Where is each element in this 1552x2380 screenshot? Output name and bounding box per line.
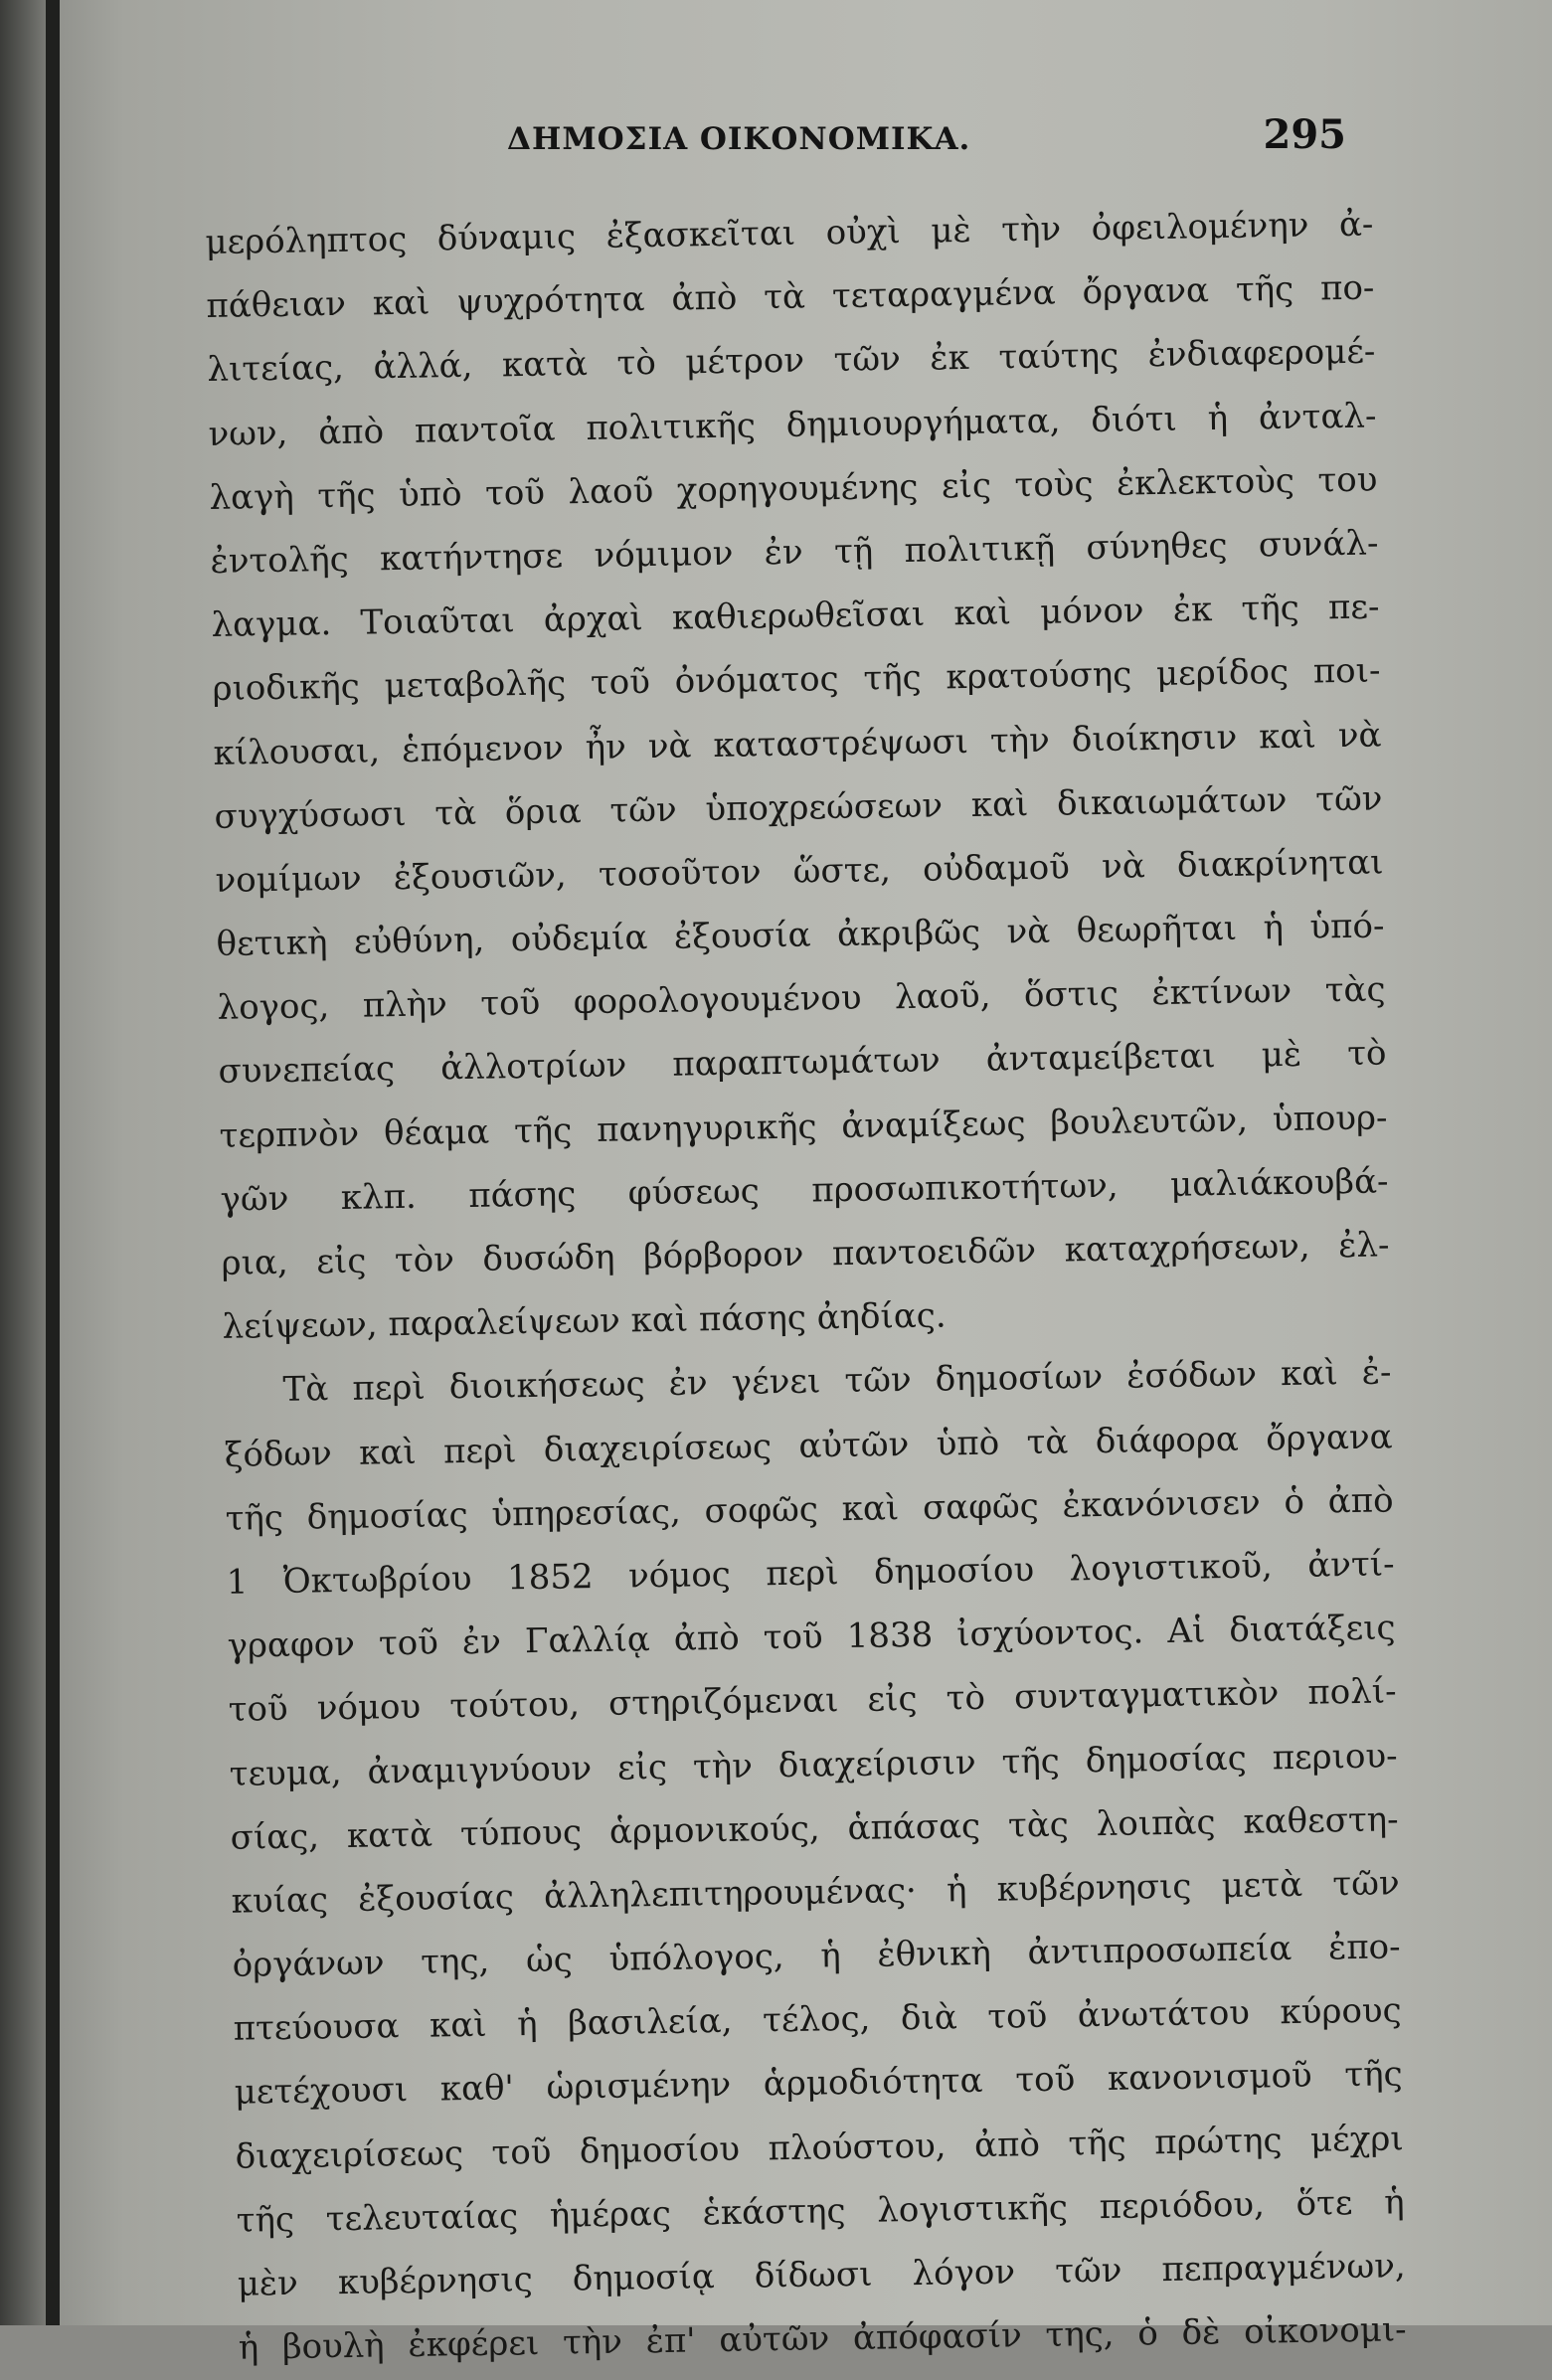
text-line: τευμα, ἀναμιγνύουν εἰς τὴν διαχείρισιν τῆς δημοσίας περιου- (229, 1735, 1398, 1794)
text-line: πτεύουσα καὶ ἡ βασιλεία, τέλος, διὰ τοῦ ἀνωτάτου κύρους (233, 1990, 1402, 2050)
text-line: τῆς τελευταίας ἡμέρας ἑκάστης λογιστικῆς περιόδου, ὅτε ἡ (236, 2182, 1405, 2241)
text-line: μερόληπτος δύναμις ἐξασκεῖται οὐχὶ μὲ τὴν ὀφειλομένην ἀ- (205, 204, 1374, 262)
text-line: γραφον τοῦ ἐν Γαλλίᾳ ἀπὸ τοῦ 1838 ἰσχύοντος. Αἱ διατάξεις (227, 1608, 1396, 1666)
text-line: διαχειρίσεως τοῦ δημοσίου πλούστου, ἀπὸ τῆς πρώτης μέχρι (235, 2118, 1404, 2177)
text-line: λαγὴ τῆς ὑπὸ τοῦ λαοῦ χορηγουμένης εἰς τοὺς ἐκλεκτοὺς του (209, 459, 1378, 518)
text-line: συγχύσωσι τὰ ὅρια τῶν ὑποχρεώσεων καὶ δικαιωμάτων τῶν (214, 778, 1383, 837)
text-line: μετέχουσι καθ' ὡρισμένην ἁρμοδιότητα τοῦ κανονισμοῦ τῆς (234, 2054, 1403, 2114)
text-line: 1 Ὀκτωβρίου 1852 νόμος περὶ δημοσίου λογιστικοῦ, ἀντί- (226, 1544, 1395, 1603)
text-line: συνεπείας ἀλλοτρίων παραπτωμάτων ἀνταμείβεται μὲ τὸ (218, 1033, 1387, 1093)
text-line: σίας, κατὰ τύπους ἁρμονικούς, ἁπάσας τὰς λοιπὰς καθεστη- (230, 1799, 1399, 1858)
text-line: ριοδικῆς μεταβολῆς τοῦ ὀνόματος τῆς κρατούσης μερίδος ποι- (212, 650, 1381, 710)
text-line: ἐντολῆς κατήντησε νόμιμον ἐν τῇ πολιτικῇ σύνηθες συνάλ- (210, 523, 1379, 582)
text-line: νων, ἀπὸ παντοῖα πολιτικῆς δημιουργήματα, διότι ἡ ἀνταλ- (208, 396, 1377, 454)
text-line: ὀργάνων της, ὡς ὑπόλογος, ἡ ἐθνικὴ ἀντιπροσωπεία ἐπο- (232, 1927, 1401, 1985)
book-binding-edge (0, 0, 48, 2325)
page-number: 295 (1263, 111, 1346, 158)
paragraph-first-line: Τὰ περὶ διοικήσεως ἐν γένει τῶν δημοσίων ἐσόδων καὶ ἐ- (282, 1352, 1392, 1411)
text-line: νομίμων ἐξουσιῶν, τοσοῦτον ὥστε, οὐδαμοῦ νὰ διακρίνηται (215, 842, 1384, 901)
running-head: ΔΗΜΟΣΙΑ ΟΙΚΟΝΟΜΙΚΑ. (507, 121, 971, 157)
text-line: ρια, εἰς τὸν δυσώδη βόρβορον παντοειδῶν καταχρήσεων, ἐλ- (221, 1225, 1390, 1283)
text-line: πάθειαν καὶ ψυχρότητα ἀπὸ τὰ τεταραγμένα ὄργανα τῆς πο- (206, 267, 1375, 327)
page-gutter-shadow (46, 0, 60, 2325)
paragraph-last-line: λείψεων, παραλείψεων καὶ πάσης ἀηδίας. (222, 1295, 947, 1348)
text-line: κίλουσαι, ἑπόμενον ἦν νὰ καταστρέψωσι τὴν διοίκησιν καὶ νὰ (213, 714, 1382, 773)
text-line: τοῦ νόμου τούτου, στηριζόμεναι εἰς τὸ συνταγματικὸν πολί- (228, 1671, 1397, 1731)
text-line: λογος, πλὴν τοῦ φορολογουμένου λαοῦ, ὅστις ἐκτίνων τὰς (217, 969, 1386, 1029)
text-line: τῆς δημοσίας ὑπηρεσίας, σοφῶς καὶ σαφῶς ἐκανόνισεν ὁ ἀπὸ (225, 1480, 1394, 1539)
text-line: λιτείας, ἀλλά, κατὰ τὸ μέτρον τῶν ἐκ ταύτης ἐνδιαφερομέ- (207, 331, 1376, 391)
text-line: ξόδων καὶ περὶ διαχειρίσεως αὐτῶν ὑπὸ τὰ διάφορα ὄργανα (224, 1416, 1393, 1475)
text-line: ἡ βουλὴ ἐκφέρει τὴν ἐπ' αὐτῶν ἀπόφασίν της, ὁ δὲ οἰκονομι- (238, 2309, 1407, 2368)
text-line: λαγμα. Τοιαῦται ἀρχαὶ καθιερωθεῖσαι καὶ μόνον ἐκ τῆς πε- (211, 587, 1380, 646)
text-line: τερπνὸν θέαμα τῆς πανηγυρικῆς ἀναμίξεως βουλευτῶν, ὑπουρ- (219, 1098, 1388, 1156)
page-header (219, 111, 1372, 181)
text-line: γῶν κλπ. πάσης φύσεως προσωπικοτήτων, μαλιάκουβά- (220, 1161, 1389, 1220)
text-line: κυίας ἐξουσίας ἀλληλεπιτηρουμένας· ἡ κυβέρνησις μετὰ τῶν (231, 1863, 1400, 1922)
body-text (205, 193, 1407, 2380)
text-line: μὲν κυβέρνησις δημοσίᾳ δίδωσι λόγον τῶν πεπραγμένων, (237, 2246, 1406, 2304)
text-line: θετικὴ εὐθύνη, οὐδεμία ἐξουσία ἀκριβῶς νὰ θεωρῆται ἡ ὑπό- (216, 906, 1385, 964)
